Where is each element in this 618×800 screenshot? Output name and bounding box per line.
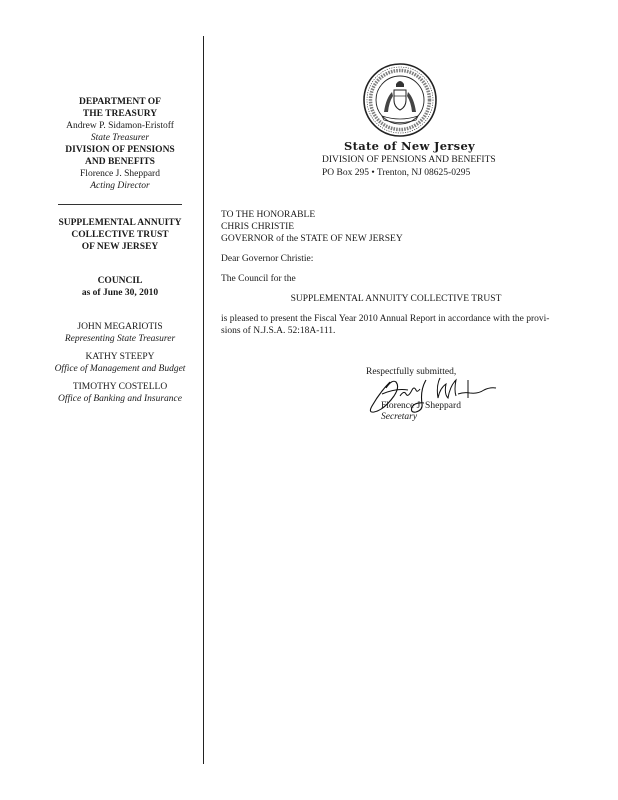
recipient-line-1: TO THE HONORABLE [221,210,316,220]
vertical-divider [203,36,204,764]
member-name: JOHN MEGARIOTIS [77,322,163,332]
state-seal-icon [362,62,438,138]
intro-line: The Council for the [221,274,296,284]
director-name: Florence J. Sheppard [80,169,160,179]
trust-line-1: SUPPLEMENTAL ANNUITY [58,218,182,228]
recipient-line-3: GOVERNOR of the STATE OF NEW JERSEY [221,234,403,244]
signer-name: Florence J. Sheppard [381,401,461,411]
dept-line-1: DEPARTMENT OF [79,97,161,107]
dept-line-2: THE TREASURY [82,109,158,119]
closing: Respectfully submitted, [366,367,457,377]
council-date: as of June 30, 2010 [81,288,159,298]
division-line-2: AND BENEFITS [85,157,155,167]
recipient-line-2: CHRIS CHRISTIE [221,222,295,232]
member-role: Office of Management and Budget [54,364,186,374]
sidebar [40,96,200,405]
trust-line-2: COLLECTIVE TRUST [71,230,169,240]
division-name: DIVISION OF PENSIONS AND BENEFITS [322,155,496,165]
body-line-2: sions of N.J.S.A. 52:18A-111. [221,326,336,336]
division-line-1: DIVISION OF PENSIONS [65,145,175,155]
address: PO Box 295 • Trenton, NJ 08625-0295 [322,168,471,178]
member-role: Representing State Treasurer [64,334,176,344]
sidebar-divider [58,204,182,205]
member-name: KATHY STEEPY [85,352,155,362]
member-name: TIMOTHY COSTELLO [72,382,168,392]
state-name: State of New Jersey [344,139,476,153]
letterhead [322,140,496,180]
body-line-1: is pleased to present the Fiscal Year 2010 Annual Report in accordance with the provi- [221,314,550,324]
council-heading: COUNCIL [97,276,143,286]
signer-title: Secretary [381,412,418,422]
letter-body [221,209,571,337]
member-role: Office of Banking and Insurance [57,394,182,404]
trust-name: SUPPLEMENTAL ANNUITY COLLECTIVE TRUST [290,294,502,304]
salutation: Dear Governor Christie: [221,254,314,264]
treasurer-name: Andrew P. Sidamon-Eristoff [66,121,174,131]
treasurer-title: State Treasurer [90,133,150,143]
director-title: Acting Director [90,181,150,191]
trust-line-3: OF NEW JERSEY [81,242,159,252]
